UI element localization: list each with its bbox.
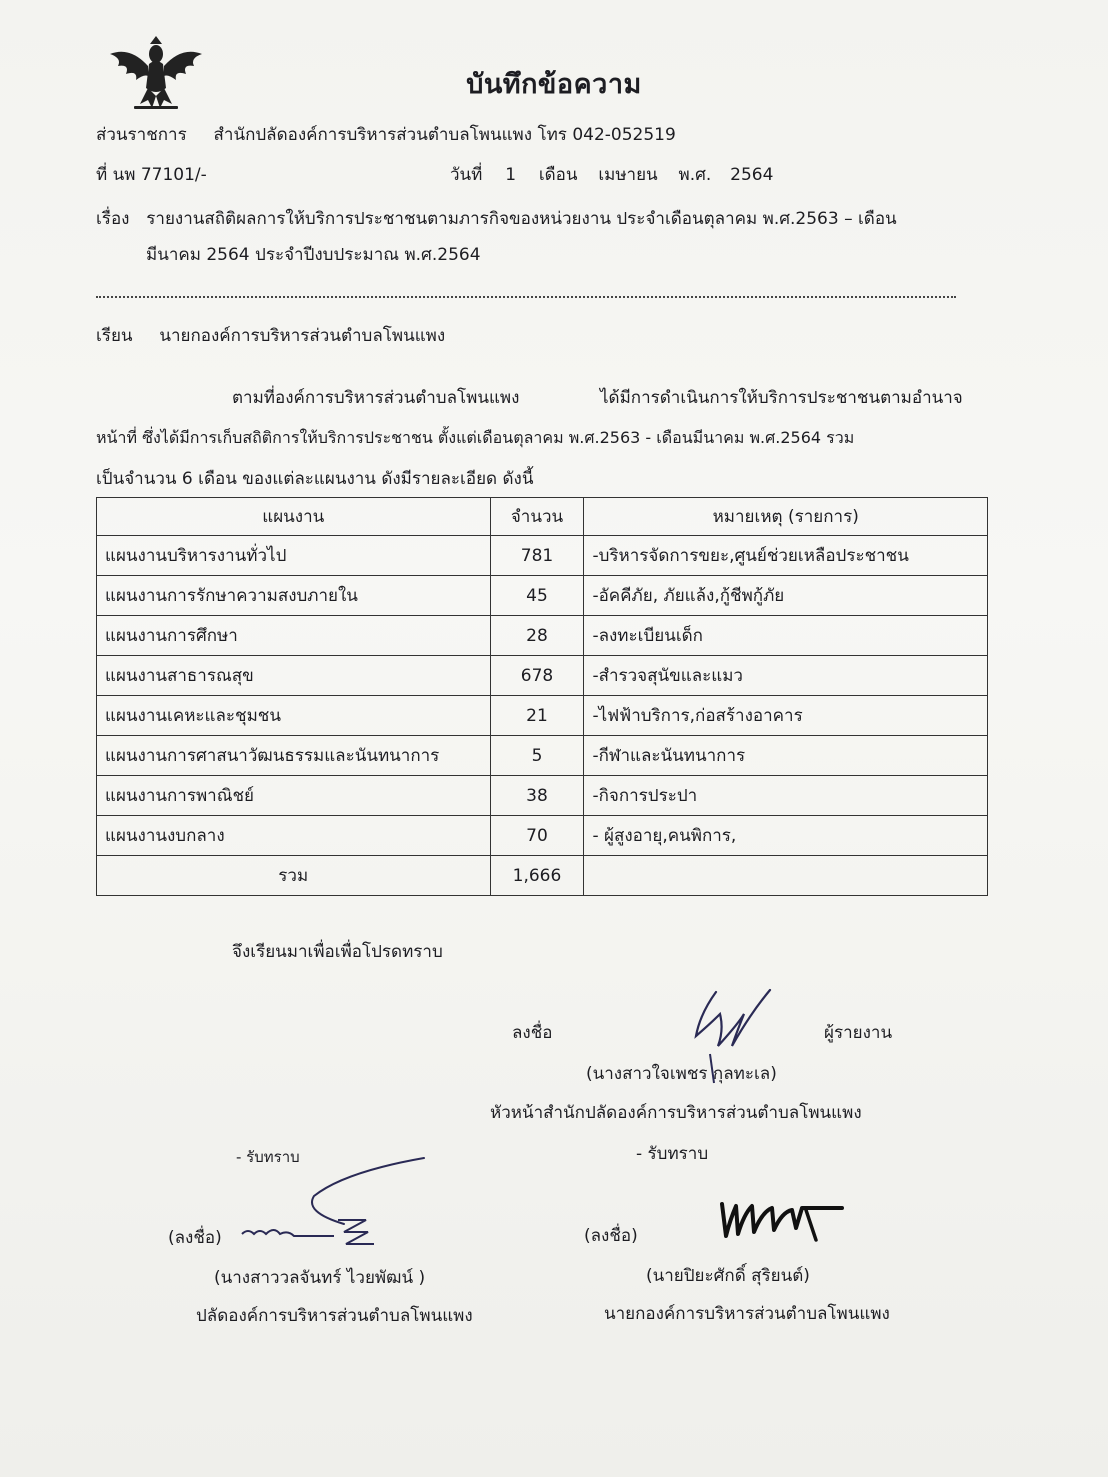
to-label: เรียน (96, 326, 133, 346)
note-cell: -ไฟฟ้าบริการ,ก่อสร้างอาคาร (584, 696, 988, 736)
reporter-role: ผู้รายงาน (824, 1023, 893, 1043)
reporter-name: (นางสาวใจเพชร กุลทะเล) (586, 1064, 777, 1084)
count-cell: 21 (490, 696, 584, 736)
count-cell: 45 (490, 576, 584, 616)
note-cell: -ลงทะเบียนเด็ก (584, 616, 988, 656)
left-position: ปลัดองค์การบริหารส่วนตำบลโพนแพง (196, 1306, 473, 1326)
year-label: พ.ศ. (678, 165, 712, 185)
note-cell: -กีฬาและนันทนาการ (584, 736, 988, 776)
table-row (97, 776, 988, 816)
count-cell: 5 (490, 736, 584, 776)
subject-line-1 (96, 205, 897, 232)
ref-value: นพ 77101/- (112, 165, 207, 185)
plan-cell: แผนงานเคหะและชุมชน (97, 696, 491, 736)
note-cell: -กิจการประปา (584, 776, 988, 816)
date-month: เมษายน (598, 165, 658, 185)
header-plan: แผนงาน (97, 498, 491, 536)
date-line (450, 161, 773, 188)
ref-line (96, 161, 207, 188)
plan-cell: แผนงานสาธารณสุข (97, 656, 491, 696)
table-total-row (97, 856, 988, 896)
note-cell: -บริหารจัดการขยะ,ศูนย์ช่วยเหลือประชาชน (584, 536, 988, 576)
total-value: 1,666 (490, 856, 584, 896)
count-cell: 70 (490, 816, 584, 856)
to-value: นายกองค์การบริหารส่วนตำบลโพนแพง (159, 326, 446, 346)
note-cell: -สำรวจสุนัขและแมว (584, 656, 988, 696)
total-label: รวม (97, 856, 491, 896)
subject-text-1: รายงานสถิติผลการให้บริการประชาชนตามภารกิจของหน่วยงาน ประจำเดือนตุลาคม พ.ศ.2563 – เดือน (146, 209, 897, 229)
ack-left: - รับทราบ (236, 1148, 300, 1166)
left-name: (นางสาววลจันทร์ ไวยพัฒน์ ) (214, 1268, 426, 1288)
plan-cell: แผนงานงบกลาง (97, 816, 491, 856)
table-row (97, 816, 988, 856)
to-line (96, 322, 445, 349)
left-sign-label: (ลงชื่อ) (168, 1228, 222, 1248)
header-note: หมายเหตุ (รายการ) (584, 498, 988, 536)
count-cell: 38 (490, 776, 584, 816)
table-header-row (97, 498, 988, 536)
total-note-empty (584, 856, 988, 896)
table-row (97, 656, 988, 696)
month-label: เดือน (538, 165, 578, 185)
table-row (97, 736, 988, 776)
plan-cell: แผนงานบริหารงานทั่วไป (97, 536, 491, 576)
ack-right: - รับทราบ (636, 1144, 709, 1164)
plan-cell: แผนงานการศึกษา (97, 616, 491, 656)
subject-line-2: มีนาคม 2564 ประจำปีงบประมาณ พ.ศ.2564 (146, 245, 481, 265)
count-cell: 781 (490, 536, 584, 576)
body-line-1b: ได้มีการดำเนินการให้บริการประชาชนตามอำนาจ (600, 388, 963, 408)
body-line-2: หน้าที่ ซึ่งได้มีการเก็บสถิติการให้บริการประชาชน ตั้งแต่เดือนตุลาคม พ.ศ.2563 - เดือนมีนาคม พ.ศ.2564 รวม (96, 428, 855, 447)
right-position: นายกองค์การบริหารส่วนตำบลโพนแพง (604, 1304, 890, 1324)
note-cell: -อัคคีภัย, ภัยแล้ง,กู้ชีพกู้ภัย (584, 576, 988, 616)
table-row (97, 576, 988, 616)
date-label: วันที่ (450, 165, 483, 185)
note-cell: - ผู้สูงอายุ,คนพิการ, (584, 816, 988, 856)
reporter-position: หัวหน้าสำนักปลัดองค์การบริหารส่วนตำบลโพนแพง (490, 1103, 862, 1123)
agency-line (96, 121, 676, 148)
plan-cell: แผนงานการพาณิชย์ (97, 776, 491, 816)
agency-value: สำนักปลัดองค์การบริหารส่วนตำบลโพนแพง โทร 042-052519 (213, 125, 676, 145)
table-row (97, 536, 988, 576)
right-sign-label: (ลงชื่อ) (584, 1226, 638, 1246)
header-divider (96, 296, 956, 298)
date-year: 2564 (730, 165, 774, 185)
statistics-table (96, 497, 988, 896)
deputy-signature (234, 1152, 430, 1248)
plan-cell: แผนงานการรักษาความสงบภายใน (97, 576, 491, 616)
body-line-3: เป็นจำนวน 6 เดือน ของแต่ละแผนงาน ดังมีรายละเอียด ดังนี้ (96, 469, 534, 489)
agency-label: ส่วนราชการ (96, 125, 187, 145)
reporter-sign-label: ลงชื่อ (512, 1023, 553, 1043)
memo-title: บันทึกข้อความ (466, 69, 642, 100)
header-count: จำนวน (490, 498, 584, 536)
closing-line: จึงเรียนมาเพื่อเพื่อโปรดทราบ (232, 942, 443, 962)
body-line-1a: ตามที่องค์การบริหารส่วนตำบลโพนแพง (232, 388, 520, 408)
ref-label: ที่ (96, 165, 108, 185)
date-day: 1 (505, 165, 517, 185)
count-cell: 28 (490, 616, 584, 656)
count-cell: 678 (490, 656, 584, 696)
table-row (97, 696, 988, 736)
table-row (97, 616, 988, 656)
plan-cell: แผนงานการศาสนาวัฒนธรรมและนันทนาการ (97, 736, 491, 776)
subject-label: เรื่อง (96, 209, 130, 229)
right-name: (นายปิยะศักดิ์ สุริยนต์) (646, 1266, 810, 1286)
chief-signature (712, 1196, 848, 1244)
